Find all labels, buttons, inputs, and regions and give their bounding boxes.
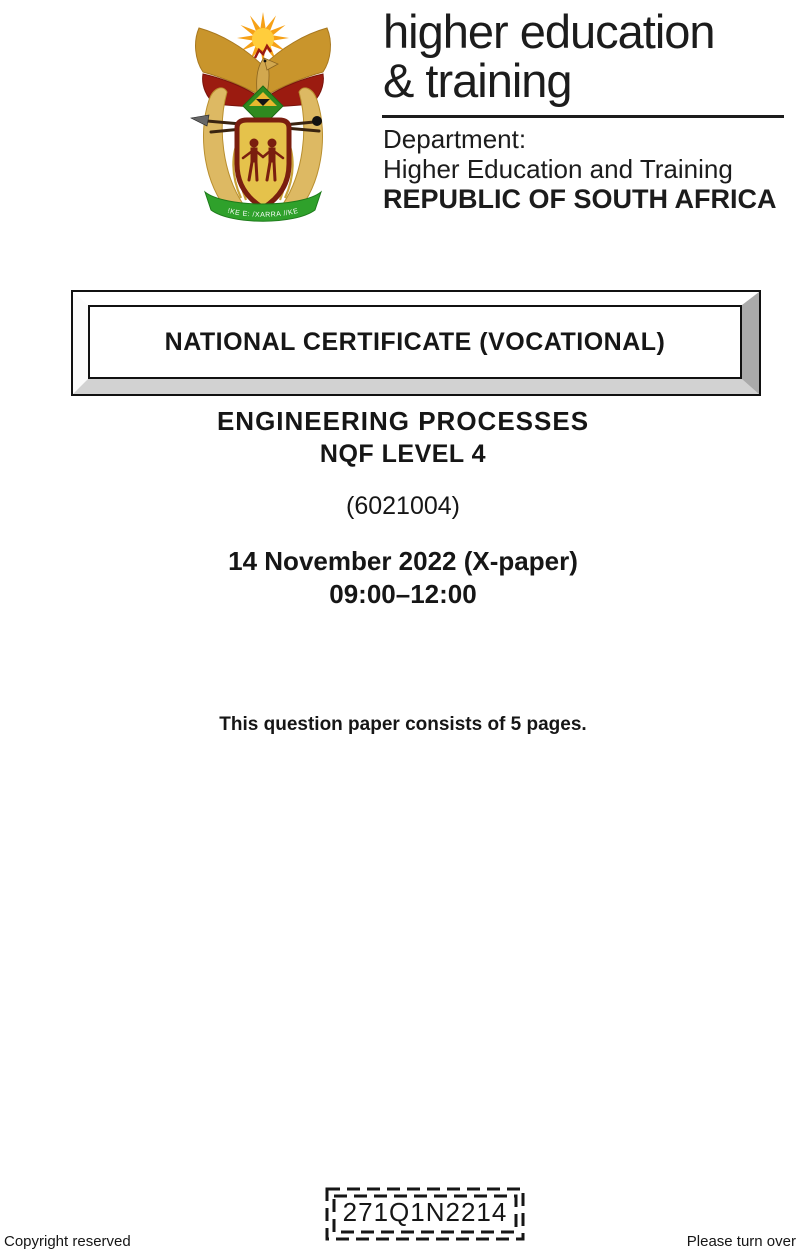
- wordmark-line2: & training: [383, 54, 572, 107]
- logo-divider: [382, 115, 784, 118]
- country-name: REPUBLIC OF SOUTH AFRICA: [383, 184, 777, 214]
- wordmark-line1: higher education: [383, 5, 715, 58]
- certificate-title-box: [71, 290, 761, 396]
- exam-paper-code: (6021004): [346, 492, 460, 520]
- department-label: Department:: [383, 124, 527, 154]
- title-box-inner: [88, 305, 742, 379]
- title-box-bevel: [73, 292, 759, 394]
- exam-date: 14 November 2022 (X-paper): [228, 546, 578, 576]
- department-block: [383, 124, 777, 214]
- exam-time: 09:00–12:00: [329, 579, 477, 609]
- exam-nqf-level: NQF LEVEL 4: [319, 440, 487, 468]
- shield-icon: [237, 120, 289, 208]
- department-name: Higher Education and Training: [383, 154, 733, 184]
- certificate-title: NATIONAL CERTIFICATE (VOCATIONAL): [164, 327, 666, 356]
- motto-text: !KE E: /XARRA //KE: [226, 207, 300, 219]
- pages-note: This question paper consists of 5 pages.: [219, 714, 587, 735]
- exam-subject: ENGINEERING PROCESSES: [216, 406, 590, 436]
- copyright-note: Copyright reserved: [4, 1233, 131, 1250]
- paper-number: 271Q1N2214: [342, 1197, 508, 1227]
- logo-wordmark: [383, 7, 715, 105]
- turn-over-note: Please turn over: [686, 1233, 796, 1250]
- south-africa-coat-of-arms-icon: [185, 8, 345, 236]
